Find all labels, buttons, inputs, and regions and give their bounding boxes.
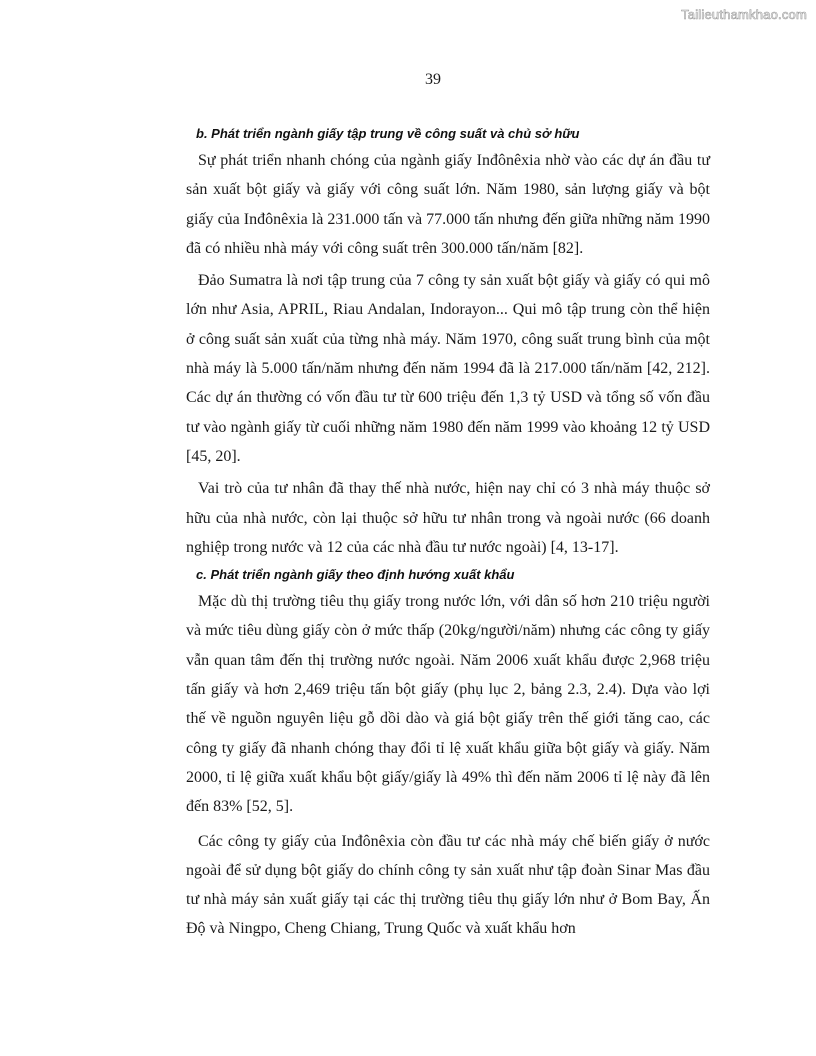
section-heading-b: b. Phát triển ngành giấy tập trung về công suất và chủ sở hữu bbox=[196, 126, 580, 141]
page-number: 39 bbox=[425, 71, 441, 88]
paragraph: Đảo Sumatra là nơi tập trung của 7 công ty sản xuất bột giấy và giấy có qui mô lớn như Asia, APRIL, Riau Andalan, Indorayon... Qui mô tập trung còn thể hiện ở công suất sản xuất của từng nhà máy. Năm 1970, công suất trung bình của một nhà máy là 5.000 tấn/năm nhưng đến năm 1994 đã là 217.000 tấn/năm [42, 212]. Các dự án thường có vốn đầu tư từ 600 triệu đến 1,3 tỷ USD và tổng số vốn đầu tư vào ngành giấy từ cuối những năm 1980 đến năm 1999 vào khoảng 12 tỷ USD [45, 20]. bbox=[186, 272, 710, 465]
paragraph: Mặc dù thị trường tiêu thụ giấy trong nước lớn, với dân số hơn 210 triệu người và mức tiêu dùng giấy còn ở mức thấp (20kg/người/năm) nhưng các công ty giấy vẫn quan tâm đến thị trường nước ngoài. Năm 2006 xuất khẩu được 2,968 triệu tấn giấy và hơn 2,469 triệu tấn bột giấy (phụ lục 2, bảng 2.3, 2.4). Dựa vào lợi thế về nguồn nguyên liệu gỗ dồi dào và giá bột giấy trên thế giới tăng cao, các công ty giấy đã nhanh chóng thay đổi tỉ lệ xuất khẩu giữa bột giấy và giấy. Năm 2000, tỉ lệ giữa xuất khẩu bột giấy/giấy là 49% thì đến năm 2006 tỉ lệ này đã lên đến 83% [52, 5]. bbox=[186, 593, 710, 816]
watermark-text: Tailieuthamkhao.com bbox=[681, 7, 807, 22]
paragraph: Vai trò của tư nhân đã thay thế nhà nước, hiện nay chỉ có 3 nhà máy thuộc sở hữu của nhà nước, còn lại thuộc sở hữu tư nhân trong và ngoài nước (66 doanh nghiệp trong nước và 12 của các nhà đầu tư nước ngoài) [4, 13-17]. bbox=[186, 480, 710, 556]
paragraph: Sự phát triển nhanh chóng của ngành giấy Inđônêxia nhờ vào các dự án đầu tư sản xuất bột giấy và giấy với công suất lớn. Năm 1980, sản lượng giấy và bột giấy của Inđônêxia là 231.000 tấn và 77.000 tấn nhưng đến giữa những năm 1990 đã có nhiều nhà máy với công suất trên 300.000 tấn/năm [82]. bbox=[186, 152, 710, 257]
document-body bbox=[186, 121, 710, 944]
paragraph: Các công ty giấy của Inđônêxia còn đầu tư các nhà máy chế biến giấy ở nước ngoài để sử dụng bột giấy do chính công ty sản xuất như tập đoàn Sinar Mas đầu tư nhà máy sản xuất giấy tại các thị trường tiêu thụ giấy lớn như ở Bom Bay, Ấn Độ và Ningpo, Cheng Chiang, Trung Quốc và xuất khẩu hơn bbox=[186, 832, 710, 938]
section-heading-c: c. Phát triển ngành giấy theo định hướng xuất khẩu bbox=[196, 567, 515, 583]
